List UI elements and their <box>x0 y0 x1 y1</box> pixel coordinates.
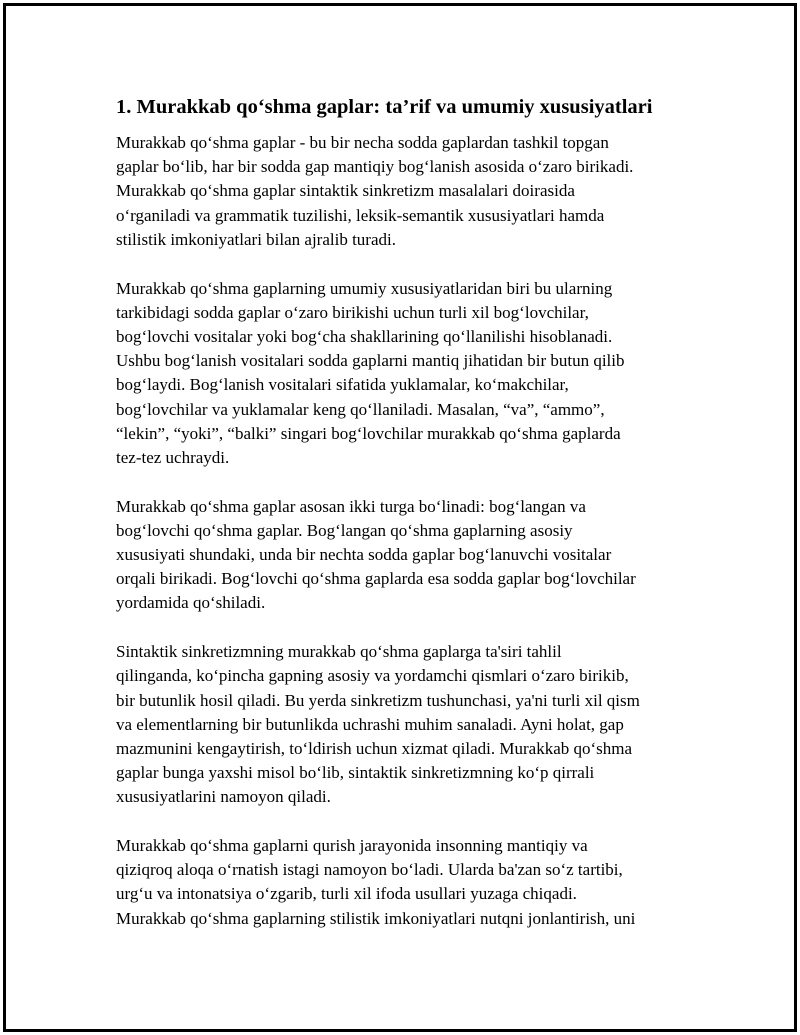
section-heading: 1. Murakkab qo‘shma gaplar: ta’rif va umumiy xususiyatlari <box>116 96 653 118</box>
text-line: bir butunlik hosil qiladi. Bu yerda sinkretizm tushunchasi, ya'ni turli xil qism <box>116 690 640 710</box>
text-line: mazmunini kengaytirish, to‘ldirish uchun xizmat qiladi. Murakkab qo‘shma <box>116 738 633 758</box>
text-line: o‘rganiladi va grammatik tuzilishi, leksik-semantik xususiyatlari hamda <box>116 205 605 225</box>
text-line: Sintaktik sinkretizmning murakkab qo‘shma gaplarga ta'siri tahlil <box>116 642 562 662</box>
text-line: orqali birikadi. Bog‘lovchi qo‘shma gaplarda esa sodda gaplar bog‘lovchilar <box>116 569 636 589</box>
paragraph <box>116 834 696 931</box>
text-line: gaplar bunga yaxshi misol bo‘lib, sintaktik sinkretizmning ko‘p qirrali <box>116 763 595 783</box>
text-line: tarkibidagi sodda gaplar o‘zaro birikishi uchun turli xil bog‘lovchilar, <box>116 302 589 322</box>
text-line: qilinganda, ko‘pincha gapning asosiy va yordamchi qismlari o‘zaro birikib, <box>116 666 629 686</box>
text-line: xususiyati shundaki, unda bir nechta sodda gaplar bog‘lanuvchi vositalar <box>116 545 612 565</box>
text-line: Murakkab qo‘shma gaplarning stilistik imkoniyatlari nutqni jonlantirish, uni <box>116 908 636 928</box>
document-body <box>116 93 696 955</box>
text-line: bog‘lovchilar va yuklamalar keng qo‘llaniladi. Masalan, “va”, “ammo”, <box>116 399 605 419</box>
text-line: Ushbu bog‘lanish vositalari sodda gaplarni mantiq jihatidan bir butun qilib <box>116 351 625 371</box>
text-line: Murakkab qo‘shma gaplarning umumiy xususiyatlaridan biri bu ularning <box>116 278 613 298</box>
text-line: Murakkab qo‘shma gaplar - bu bir necha sodda gaplardan tashkil topgan <box>116 133 609 152</box>
text-line: qiziqroq aloqa o‘rnatish istagi namoyon bo‘ladi. Ularda ba'zan so‘z tartibi, <box>116 860 623 880</box>
text-line: “lekin”, “yoki”, “balki” singari bog‘lovchilar murakkab qo‘shma gaplarda <box>116 423 621 443</box>
text-line: xususiyatlarini namoyon qiladi. <box>116 787 331 807</box>
paragraph <box>116 131 696 252</box>
paragraph <box>116 495 696 616</box>
text-line: bog‘lovchi qo‘shma gaplar. Bog‘langan qo‘shma gaplarning asosiy <box>116 520 573 540</box>
paragraph <box>116 277 696 471</box>
text-line: tez-tez uchraydi. <box>116 447 230 467</box>
text-line: Murakkab qo‘shma gaplar sintaktik sinkretizm masalalari doirasida <box>116 181 575 201</box>
text-line: Murakkab qo‘shma gaplarni qurish jarayonida insonning mantiqiy va <box>116 836 588 856</box>
paragraph <box>116 640 696 809</box>
text-line: bog‘laydi. Bog‘lanish vositalari sifatida yuklamalar, ko‘makchilar, <box>116 375 569 395</box>
text-line: urg‘u va intonatsiya o‘zgarib, turli xil ifoda usullari yuzaga chiqadi. <box>116 884 577 904</box>
text-line: Murakkab qo‘shma gaplar asosan ikki turga bo‘linadi: bog‘langan va <box>116 496 586 516</box>
text-line: gaplar bo‘lib, har bir sodda gap mantiqiy bog‘lanish asosida o‘zaro birikadi. <box>116 157 634 177</box>
text-line: yordamida qo‘shiladi. <box>116 593 266 613</box>
text-line: stilistik imkoniyatlari bilan ajralib turadi. <box>116 229 396 249</box>
text-line: va elementlarning bir butunlikda uchrashi muhim sanaladi. Ayni holat, gap <box>116 714 624 734</box>
text-line: bog‘lovchi vositalar yoki bog‘cha shakllarining qo‘llanilishi hisoblanadi. <box>116 326 613 346</box>
